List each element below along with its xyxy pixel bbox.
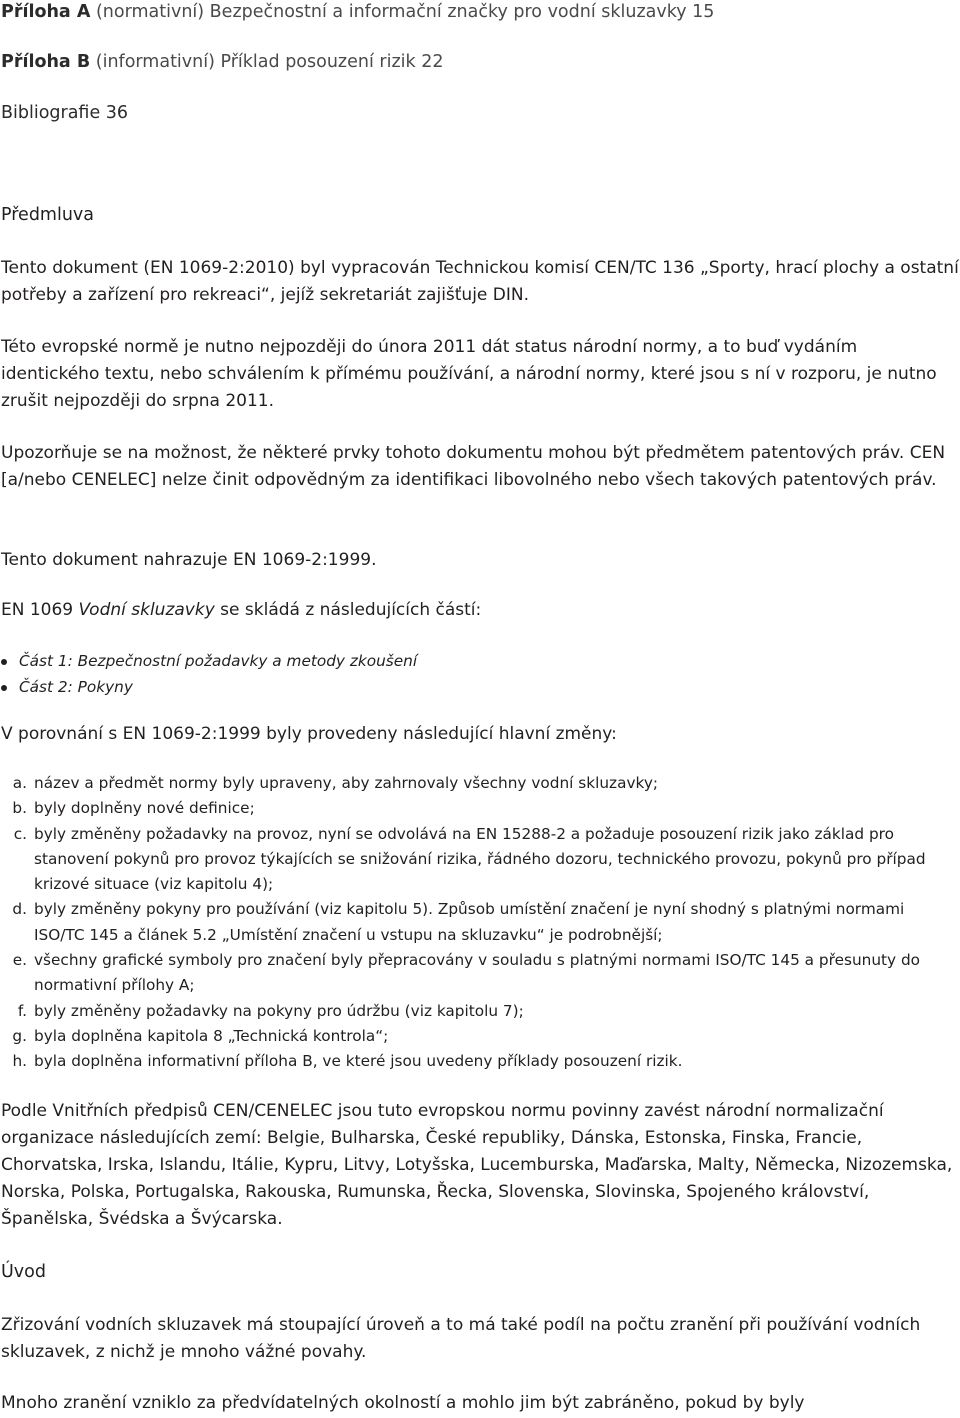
part-2-label: Část 2: Pokyny: [19, 678, 133, 696]
changes-list: [1, 771, 959, 1075]
list-item: [1, 948, 959, 999]
change-text: byly změněny požadavky na provoz, nyní se odvolává na EN 15288-2 a požaduje posouzení rizik jako základ pro stanovení pokynů pro provoz týkajících se snižování rizika, řádného dozoru, technického provozu, pokynů pro případ krizové situace (viz kapitolu 4);: [34, 824, 926, 894]
toc-annex-b-label: Příloha B: [1, 52, 91, 72]
change-text: název a předmět normy byly upraveny, aby zahrnovaly všechny vodní skluzavky;: [34, 774, 659, 792]
list-marker: f.: [17, 1001, 27, 1020]
introduction-paragraph-1: Zřizování vodních skluzavek má stoupající úroveň a to má také podíl na počtu zranění při používání vodních skluzavek, z nichž je mnoho vážné povahy.: [1, 1315, 921, 1362]
foreword-paragraph-7: Podle Vnitřních předpisů CEN/CENELEC jsou tuto evropskou normu povinny zavést národní normalizační organizace následujících zemí: Belgie, Bulharska, České republiky, Dánska, Estonska, Finska, Francie, Chorvatska, Irska, Islandu, Itálie, Kypru, Litvy, Lotyšska, Lucemburska, Maďarska, Malty, Německa, Nizozemska, Norska, Polska, Portugalska, Rakouska, Rumunska, Řecka, Slovenska, Slovinska, Spojeného království, Španělska, Švédska a Švýcarska.: [1, 1101, 953, 1229]
list-item: [1, 1049, 959, 1074]
foreword-paragraph-3: Upozorňuje se na možnost, že některé prvky tohoto dokumentu mohou být předmětem patentových práv. CEN [a/nebo CENELEC] nelze činit odpovědným za identifikaci libovolného nebo všech takových patentových práv.: [1, 443, 946, 490]
foreword-paragraph-1: Tento dokument (EN 1069-2:2010) byl vypracován Technickou komisí CEN/TC 136 „Sporty, hrací plochy a ostatní potřeby a zařízení pro rekreaci“, jejíž sekretariát zajišťuje DIN.: [1, 258, 959, 305]
toc-annex-a-label: Příloha A: [1, 2, 91, 22]
list-marker: d.: [12, 900, 27, 919]
foreword-paragraph-6: V porovnání s EN 1069-2:1999 byly provedeny následující hlavní změny:: [1, 724, 617, 744]
bullet-icon: [1, 659, 7, 665]
foreword-paragraph-5: [1, 597, 959, 624]
introduction-heading: Úvod: [1, 1262, 46, 1282]
toc-entry-annex-a[interactable]: [1, 2, 714, 22]
list-marker: e.: [12, 951, 27, 970]
change-text: byla doplněna kapitola 8 „Technická kontrola“;: [34, 1026, 389, 1045]
foreword-paragraph-2: Této evropské normě je nutno nejpozději do února 2011 dát status národní normy, a to buď vydáním identického textu, nebo schválením k přímému používání, a národní normy, které jsou s ní v rozporu, je nutno zrušit nejpozději do srpna 2011.: [1, 337, 937, 411]
list-marker: b.: [12, 799, 27, 818]
list-marker: g.: [12, 1026, 27, 1045]
change-text: byla doplněna informativní příloha B, ve které jsou uvedeny příklady posouzení rizik.: [34, 1052, 683, 1071]
change-text: byly doplněny nové definice;: [34, 799, 255, 818]
part-1-label: Část 1: Bezpečnostní požadavky a metody zkoušení: [19, 652, 418, 670]
parts-intro-prefix: EN 1069: [1, 600, 79, 620]
list-item: [1, 1024, 959, 1049]
list-item: [1, 999, 959, 1024]
list-item: [1, 897, 959, 948]
toc-annex-b-title: (informativní) Příklad posouzení rizik 22: [95, 52, 444, 72]
list-item: [1, 822, 959, 898]
bullet-icon: [1, 685, 7, 691]
foreword-heading: Předmluva: [1, 205, 95, 225]
parts-intro-suffix: se skládá z následujících částí:: [214, 600, 482, 620]
change-text: všechny grafické symboly pro značení byly přepracovány v souladu s platnými normami ISO/TC 145 a přesunuty do normativní přílohy A;: [34, 951, 921, 995]
change-text: byly změněny pokyny pro používání (viz kapitolu 5). Způsob umístění značení je nyní shodný s platnými normami ISO/TC 145 a článek 5.2 „Umístění značení u vstupu na skluzavku“ je podrobnější;: [34, 900, 905, 944]
list-marker: c.: [13, 824, 27, 843]
parts-list: [1, 648, 417, 700]
list-marker: h.: [12, 1052, 27, 1071]
toc-entry-bibliography[interactable]: Bibliografie 36: [1, 103, 129, 123]
list-item: [1, 796, 959, 821]
introduction-paragraph-2: Mnoho zranění vzniklo za předvídatelných okolností a mohlo jim být zabráněno, pokud by byly: [1, 1393, 805, 1413]
parts-intro-title: Vodní skluzavky: [78, 600, 215, 620]
toc-entry-annex-b[interactable]: [1, 52, 443, 72]
toc-annex-a-title: (normativní) Bezpečnostní a informační značky pro vodní skluzavky 15: [95, 2, 715, 22]
list-item: [1, 771, 959, 796]
list-item: [1, 648, 417, 674]
list-marker: a.: [12, 774, 27, 792]
list-item: [1, 674, 417, 700]
foreword-paragraph-4: Tento dokument nahrazuje EN 1069-2:1999.: [1, 550, 377, 570]
change-text: byly změněny požadavky na pokyny pro údržbu (viz kapitolu 7);: [34, 1001, 524, 1020]
